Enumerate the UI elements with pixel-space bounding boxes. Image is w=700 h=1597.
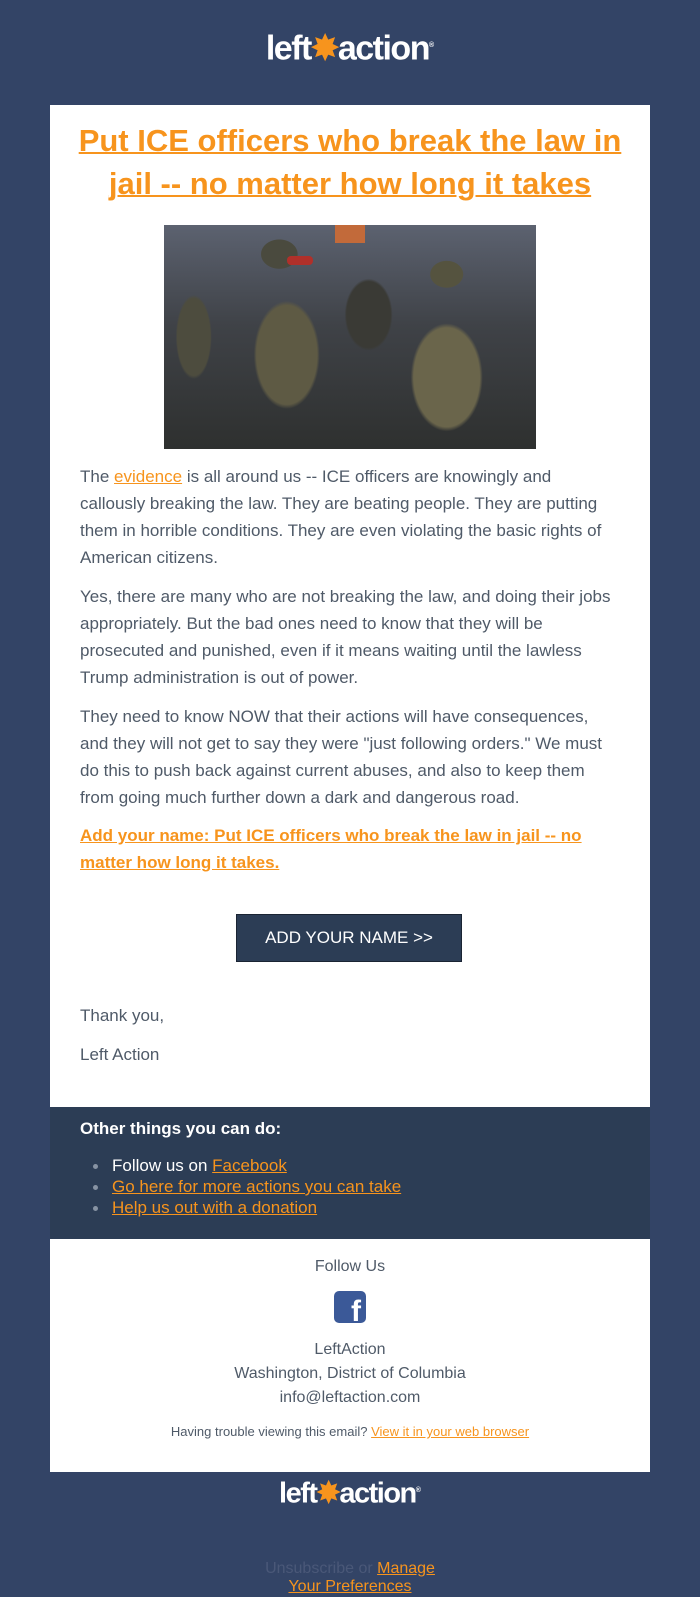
org-email[interactable]: info@leftaction.com bbox=[279, 1389, 421, 1406]
paragraph-consequences: They need to know NOW that their actions will have consequences, and they will not get to say they were "just following orders." We must do this to push back against current abuses, and also to keep them from going much further down a dark and dangerous road. bbox=[80, 707, 602, 807]
other-actions-list bbox=[80, 1155, 401, 1218]
list-item-donation bbox=[80, 1197, 401, 1218]
logo-text-left: left bbox=[279, 1477, 317, 1510]
logo-star-icon: ✸ bbox=[316, 1477, 340, 1510]
list-item-actions bbox=[80, 1176, 401, 1197]
background-sign bbox=[335, 225, 365, 243]
officer-visor bbox=[287, 256, 313, 265]
registered-mark: ® bbox=[415, 1487, 421, 1494]
follow-us-text: Follow us on bbox=[112, 1156, 213, 1175]
thanks-text: Thank you, bbox=[80, 1006, 165, 1025]
hero-image[interactable] bbox=[164, 225, 536, 449]
headline-link[interactable]: Put ICE officers who break the law in jail -- no matter how long it takes bbox=[78, 123, 622, 201]
p1-lead: The bbox=[80, 467, 115, 486]
org-location: Washington, District of Columbia bbox=[234, 1365, 466, 1382]
signature-text: Left Action bbox=[80, 1045, 160, 1064]
add-your-name-link[interactable]: Add your name: Put ICE officers who break the law in jail -- no matter how long it takes. bbox=[80, 826, 582, 872]
email-card bbox=[50, 105, 650, 1107]
facebook-link[interactable]: Facebook bbox=[212, 1156, 287, 1175]
more-actions-link[interactable]: Go here for more actions you can take bbox=[112, 1177, 402, 1196]
logo-star-icon: ✸ bbox=[310, 29, 338, 68]
other-actions-title: Other things you can do: bbox=[80, 1119, 282, 1138]
manage-link[interactable]: Manage bbox=[377, 1560, 435, 1577]
trouble-viewing-note bbox=[50, 1424, 650, 1440]
other-actions-panel bbox=[50, 1107, 650, 1239]
logo-text-left: left bbox=[265, 29, 311, 68]
unsubscribe-link[interactable]: Unsubscribe or bbox=[265, 1560, 378, 1577]
view-in-browser-link[interactable]: View it in your web browser bbox=[371, 1424, 530, 1439]
logo-text-right: action bbox=[337, 29, 429, 68]
email-footer bbox=[50, 1239, 650, 1472]
add-your-name-button[interactable]: ADD YOUR NAME >> bbox=[236, 914, 462, 962]
donation-link[interactable]: Help us out with a donation bbox=[112, 1198, 318, 1217]
paragraph-prosecution: Yes, there are many who are not breaking the law, and doing their jobs appropriately. But the bad ones need to know that they will be prosecuted and punished, even if it means waiting until the lawless Trump administration is out of power. bbox=[80, 587, 611, 687]
leftaction-logo[interactable] bbox=[0, 26, 700, 68]
follow-us-label: Follow Us bbox=[314, 1258, 386, 1275]
p1-rest: is all around us -- ICE officers are knowingly and callously breaking the law. They are beating people. They are putting them in horrible conditions. They are even violating the basic rights of American citizens. bbox=[80, 467, 602, 567]
trouble-text: Having trouble viewing this email? bbox=[170, 1424, 372, 1439]
unsubscribe-block bbox=[0, 1560, 700, 1596]
org-name: LeftAction bbox=[314, 1341, 386, 1358]
logo-text-right: action bbox=[339, 1477, 416, 1510]
list-item-facebook bbox=[80, 1155, 401, 1176]
preferences-link[interactable]: Your Preferences bbox=[288, 1578, 412, 1595]
facebook-icon[interactable]: f bbox=[334, 1291, 366, 1323]
evidence-link[interactable]: evidence bbox=[114, 467, 183, 486]
leftaction-logo-footer[interactable] bbox=[0, 1474, 700, 1511]
registered-mark: ® bbox=[428, 42, 435, 49]
paragraph-evidence bbox=[80, 463, 620, 571]
